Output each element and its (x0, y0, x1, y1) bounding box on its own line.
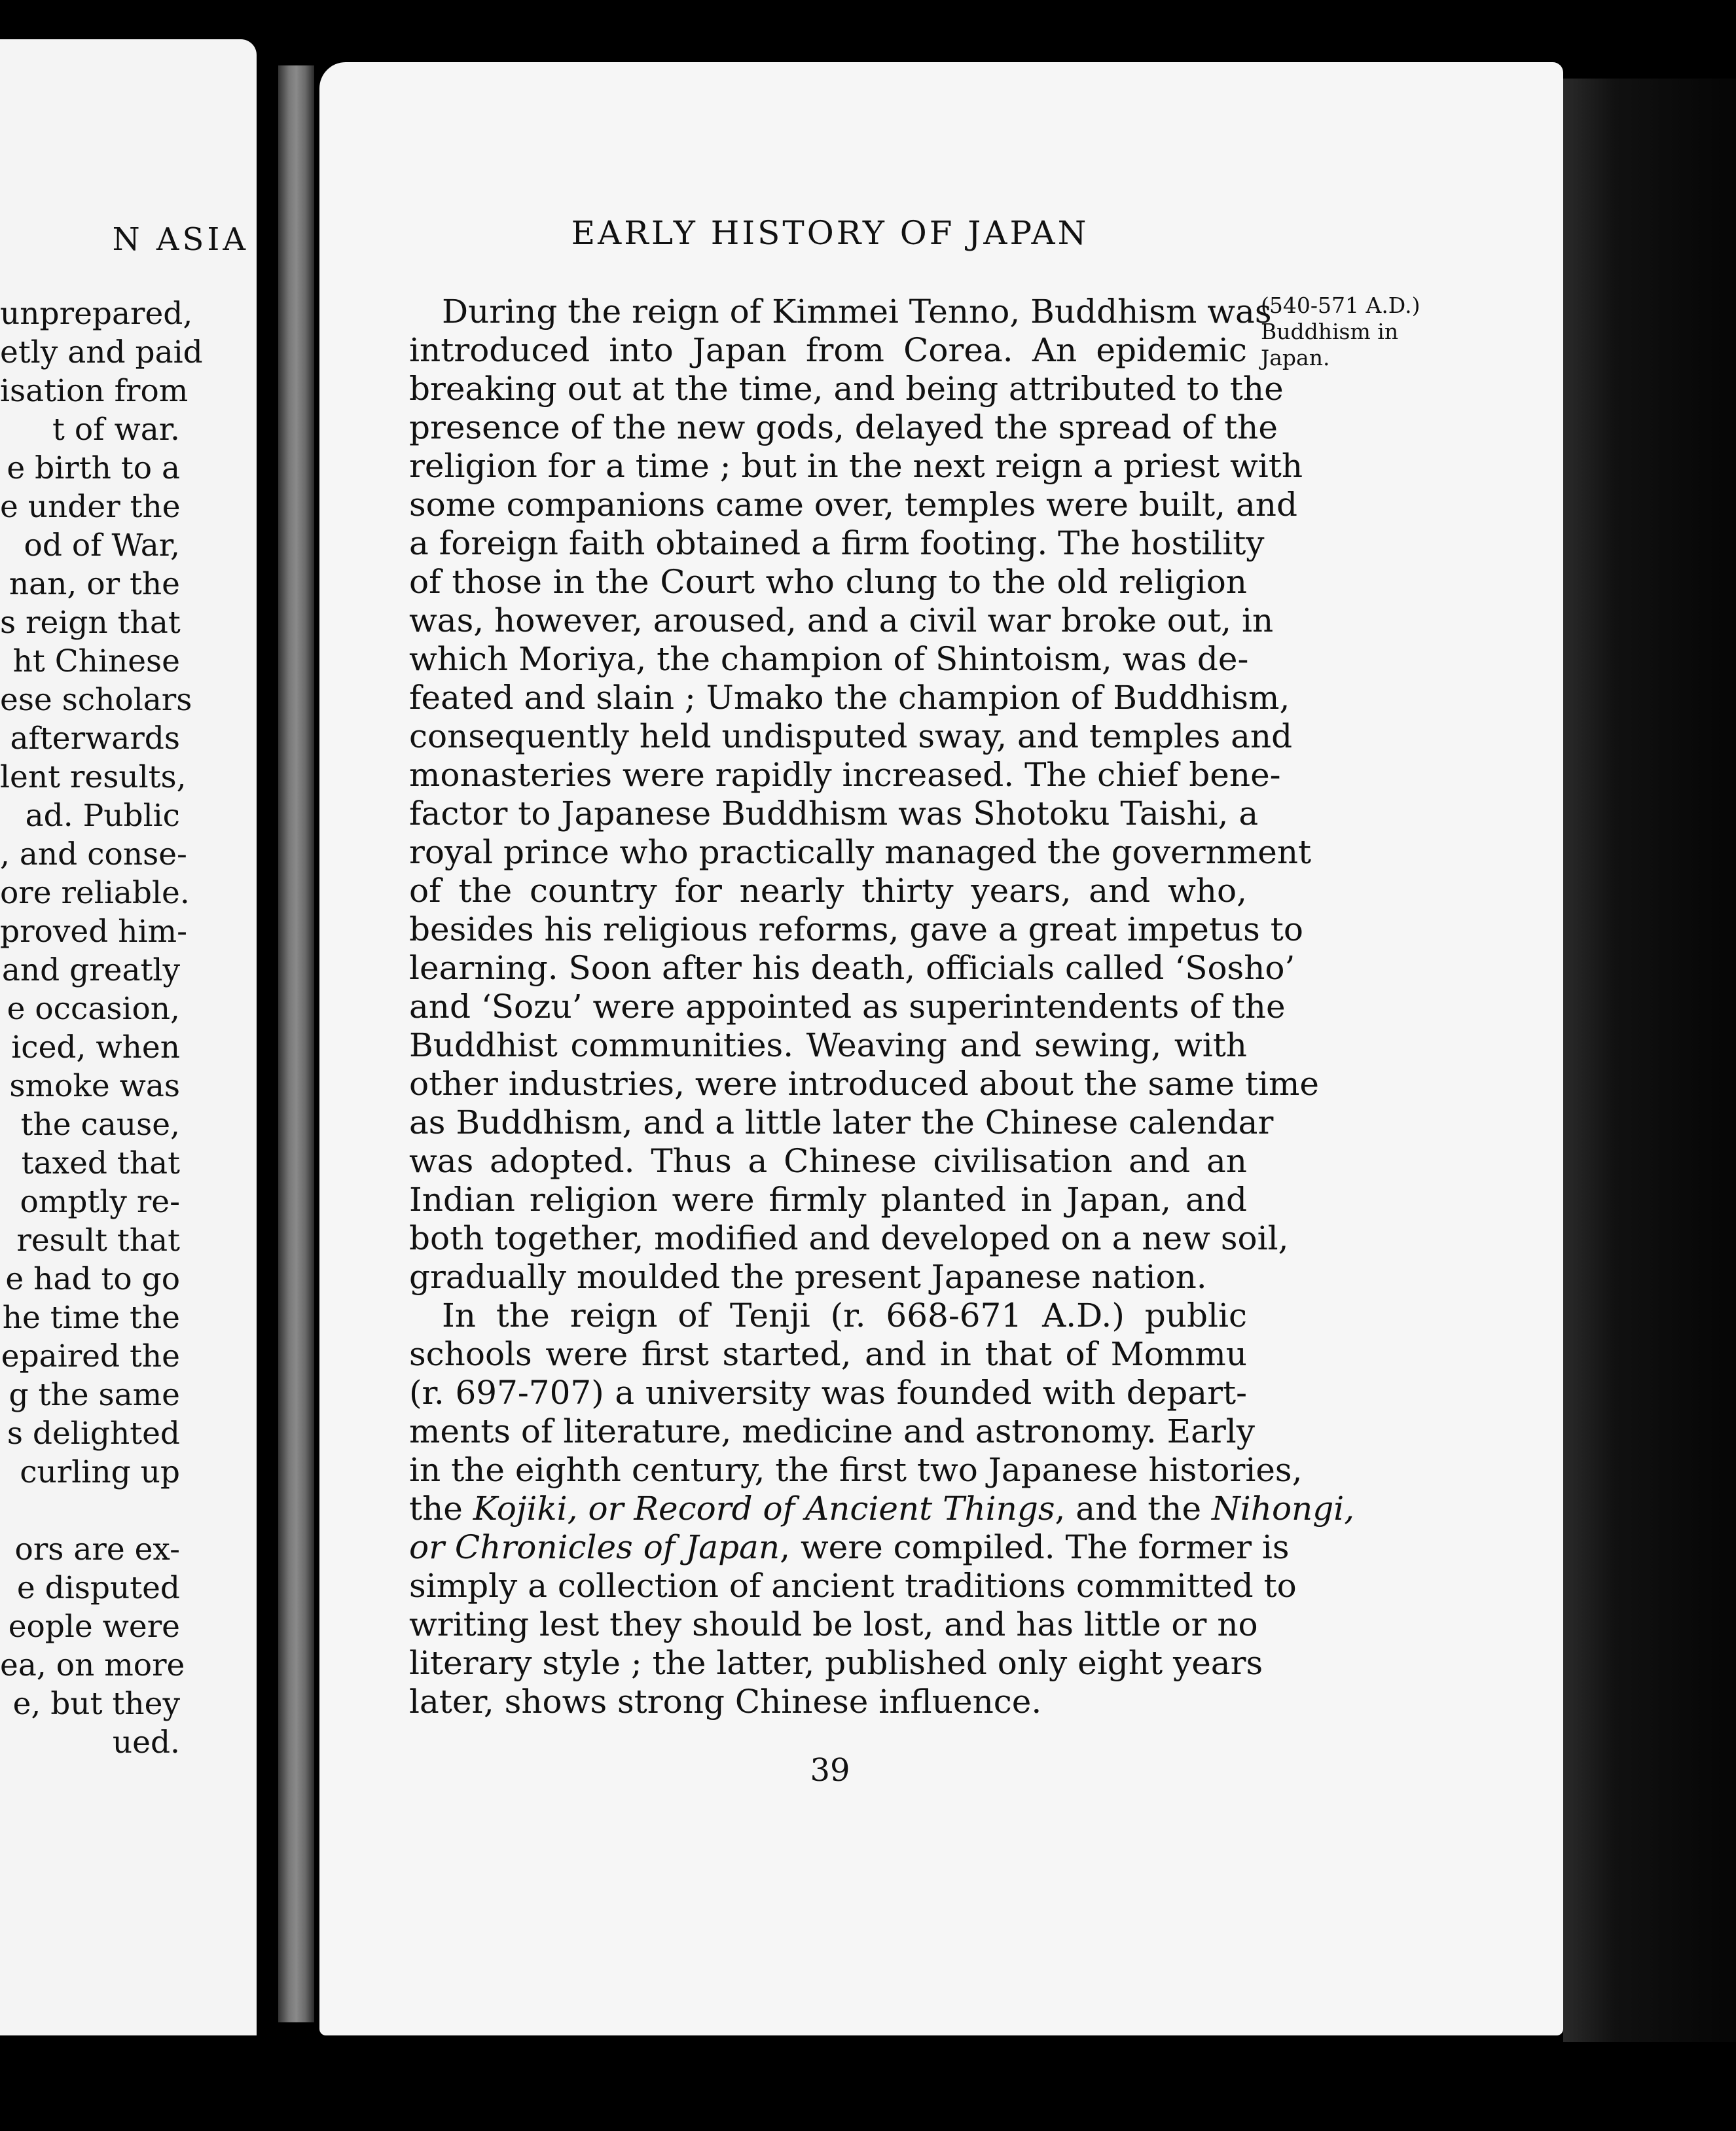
left-text-line: s reign that (0, 605, 181, 641)
left-text-line: lent results, (0, 759, 187, 795)
text-line: as Buddhism, and a little later the Chinese calendar (409, 1103, 1274, 1141)
text-run: , and the (1055, 1490, 1212, 1528)
text-line: and ‘Sozu’ were appointed as superintendents of the (409, 988, 1286, 1026)
margin-note-topic-2: Japan. (1261, 345, 1330, 370)
text-line (409, 1528, 1290, 1567)
text-run: , were compiled. The former is (780, 1528, 1290, 1566)
text-line: presence of the new gods, delayed the spread of the (409, 408, 1278, 446)
left-text-line: unprepared, (0, 296, 193, 332)
text-line: breaking out at the time, and being attributed to the (409, 370, 1284, 408)
left-text-line: ad. Public (25, 798, 180, 834)
text-line: monasteries were rapidly increased. The chief bene- (409, 756, 1281, 794)
left-text-line: etly and paid (0, 334, 203, 370)
text-line: Indian religion were firmly planted in Japan, and (409, 1181, 1247, 1219)
left-text-line: eople were (8, 1609, 180, 1645)
left-text-line: isation from (0, 373, 189, 409)
text-line: besides his religious reforms, gave a great impetus to (409, 910, 1303, 948)
left-text-line: ese scholars (0, 682, 192, 718)
running-head: EARLY HISTORY OF JAPAN (571, 214, 1089, 252)
left-text-line: proved him- (0, 914, 187, 950)
left-text-line: and greatly (1, 952, 180, 988)
text-line: ments of literature, medicine and astronomy. Early (409, 1412, 1256, 1450)
text-line: (r. 697-707) a university was founded with depart- (409, 1374, 1247, 1412)
text-line: introduced into Japan from Corea. An epidemic (409, 331, 1247, 369)
margin-note-topic: Buddhism in (1261, 319, 1399, 344)
left-text-line: ued. (112, 1725, 180, 1761)
text-line: other industries, were introduced about the same time (409, 1065, 1319, 1103)
left-text-line: he time the (2, 1300, 180, 1336)
page-edge-shadow (1563, 79, 1736, 2042)
left-text-line: e disputed (16, 1570, 180, 1606)
left-text-line: e birth to a (7, 450, 180, 486)
left-text-line: epaired the (1, 1338, 180, 1374)
text-line: factor to Japanese Buddhism was Shotoku Taishi, a (409, 795, 1259, 833)
margin-note (1261, 293, 1418, 371)
text-line: In the reign of Tenji (r. 668-671 A.D.) public (442, 1297, 1247, 1334)
left-page-text (0, 295, 203, 1762)
left-text-line: ore reliable. (0, 875, 190, 911)
left-text-line: s delighted (7, 1416, 180, 1452)
left-text-line: ors are ex- (14, 1531, 180, 1567)
left-text-line: t of war. (52, 412, 180, 448)
text-line: was, however, aroused, and a civil war broke out, in (409, 601, 1274, 639)
left-text-line: e, but they (12, 1686, 180, 1722)
left-text-line: ea, on more (0, 1647, 185, 1683)
left-text-line: smoke was (9, 1068, 180, 1104)
text-line: royal prince who practically managed the government (409, 833, 1312, 871)
text-line: religion for a time ; but in the next reign a priest with (409, 447, 1303, 485)
left-text-line: afterwards (10, 721, 180, 757)
page-number: 39 (810, 1752, 850, 1789)
margin-note-date: (540-571 A.D.) (1261, 293, 1420, 318)
text-line: later, shows strong Chinese influence. (409, 1683, 1042, 1721)
text-line: both together, modified and developed on a new soil, (409, 1219, 1289, 1257)
title-chronicles: or Chronicles of Japan (409, 1528, 780, 1566)
paragraph-2 (409, 1297, 1355, 1721)
text-line: gradually moulded the present Japanese nation. (409, 1258, 1207, 1296)
left-text-line: the cause, (20, 1107, 180, 1143)
right-page (319, 62, 1563, 2035)
paragraph-1 (409, 293, 1319, 1297)
text-run: the (409, 1490, 473, 1528)
text-line (409, 1490, 1355, 1528)
text-line: of the country for nearly thirty years, and who, (409, 872, 1247, 910)
left-text-line: iced, when (11, 1030, 180, 1066)
text-line: was adopted. Thus a Chinese civilisation and an (409, 1142, 1247, 1180)
text-line: feated and slain ; Umako the champion of Buddhism, (409, 679, 1290, 717)
text-line: of those in the Court who clung to the old religion (409, 563, 1247, 601)
left-text-line: , and conse- (0, 836, 187, 872)
left-page (0, 39, 257, 2035)
left-text-line: e occasion, (7, 991, 180, 1027)
left-text-line: e had to go (5, 1261, 180, 1297)
left-text-line: taxed that (21, 1145, 180, 1181)
text-line: Buddhist communities. Weaving and sewing, with (409, 1026, 1247, 1064)
left-running-head: N ASIA (112, 221, 249, 258)
left-text-line: nan, or the (9, 566, 180, 602)
left-text-line: curling up (20, 1454, 180, 1490)
text-line: literary style ; the latter, published only eight years (409, 1644, 1263, 1682)
book-spine-strip (278, 65, 314, 2022)
text-line: in the eighth century, the first two Japanese histories, (409, 1451, 1303, 1489)
title-nihongi: Nihongi, (1212, 1490, 1355, 1528)
text-line: schools were first started, and in that of Mommu (409, 1335, 1247, 1373)
left-text-line: ht Chinese (12, 643, 180, 679)
text-line: a foreign faith obtained a firm footing. The hostility (409, 524, 1265, 562)
left-text-line: omptly re- (20, 1184, 180, 1220)
text-line: which Moriya, the champion of Shintoism, was de- (409, 640, 1249, 678)
left-text-line: e under the (0, 489, 181, 525)
title-kojiki: Kojiki, or Record of Ancient Things (473, 1490, 1055, 1528)
text-line: simply a collection of ancient traditions committed to (409, 1567, 1297, 1605)
text-line: some companions came over, temples were built, and (409, 486, 1297, 524)
text-line: consequently held undisputed sway, and temples and (409, 717, 1293, 755)
text-line: writing lest they should be lost, and has little or no (409, 1605, 1258, 1643)
left-text-line: od of War, (24, 528, 180, 564)
text-line: learning. Soon after his death, officials called ‘Sosho’ (409, 949, 1295, 987)
left-text-line: g the same (9, 1377, 180, 1413)
text-line: During the reign of Kimmei Tenno, Buddhism was (442, 293, 1272, 331)
left-text-line: result that (16, 1223, 180, 1259)
left-text-line (0, 1492, 180, 1530)
